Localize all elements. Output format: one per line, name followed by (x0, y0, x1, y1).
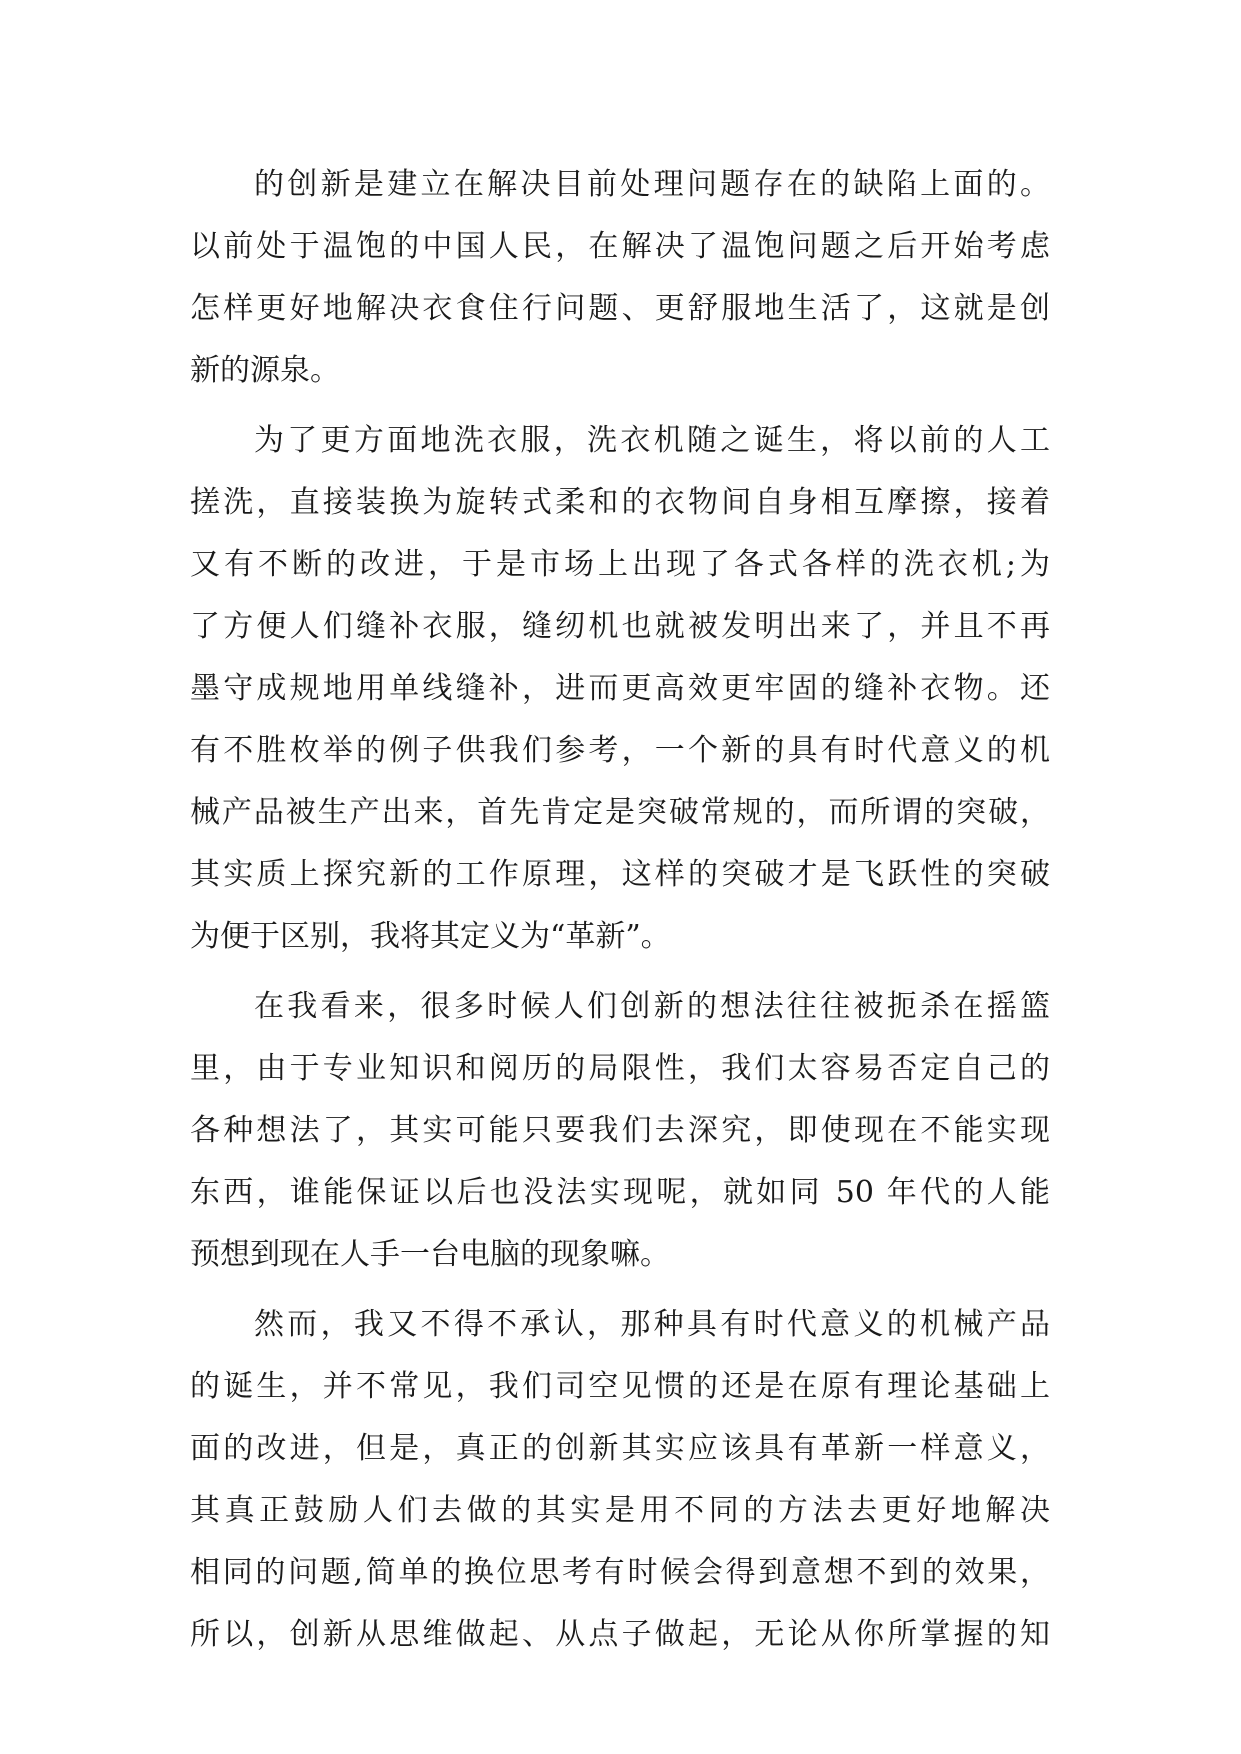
text-line: 预想到现在人手一台电脑的现象嘛。 (190, 1237, 670, 1272)
text-line: 有不胜枚举的例子供我们参考，一个新的具有时代意义的机 (190, 733, 1050, 768)
text-line: 在我看来，很多时候人们创新的想法往往被扼杀在摇篮 (254, 989, 1050, 1024)
text-line: 了方便人们缝补衣服，缝纫机也就被发明出来了，并且不再 (190, 609, 1050, 644)
text-line: 然而，我又不得不承认，那种具有时代意义的机械产品 (254, 1307, 1050, 1342)
text-line: 其真正鼓励人们去做的其实是用不同的方法去更好地解决 (190, 1493, 1050, 1528)
text-line: 所以，创新从思维做起、从点子做起，无论从你所掌握的知 (190, 1617, 1050, 1652)
text-line: 东西，谁能保证以后也没法实现呢，就如同 50 年代的人能 (190, 1175, 1050, 1210)
text-line: 为便于区别，我将其定义为“革新”。 (190, 919, 671, 954)
text-line: 里，由于专业知识和阅历的局限性，我们太容易否定自己的 (190, 1051, 1050, 1086)
text-line: 的创新是建立在解决目前处理问题存在的缺陷上面的。 (254, 167, 1050, 202)
text-line: 各种想法了，其实可能只要我们去深究，即使现在不能实现 (190, 1113, 1050, 1148)
text-line: 新的源泉。 (190, 353, 340, 388)
paragraph-gap (190, 402, 1050, 410)
text-line: 面的改进，但是，真正的创新其实应该具有革新一样意义， (190, 1431, 1050, 1466)
paragraph-gap (190, 1286, 1050, 1294)
text-line: 其实质上探究新的工作原理，这样的突破才是飞跃性的突破 (190, 857, 1050, 892)
text-line: 墨守成规地用单线缝补，进而更高效更牢固的缝补衣物。还 (190, 671, 1050, 706)
text-line: 相同的问题,简单的换位思考有时候会得到意想不到的效果， (190, 1555, 1050, 1590)
text-line: 械产品被生产出来，首先肯定是突破常规的，而所谓的突破， (190, 795, 1050, 830)
text-line: 又有不断的改进，于是市场上出现了各式各样的洗衣机;为 (190, 547, 1050, 582)
text-line: 搓洗，直接装换为旋转式柔和的衣物间自身相互摩擦，接着 (190, 485, 1050, 520)
text-line: 的诞生，并不常见，我们司空见惯的还是在原有理论基础上 (190, 1369, 1050, 1404)
paragraph-gap (190, 968, 1050, 976)
text-line: 以前处于温饱的中国人民，在解决了温饱问题之后开始考虑 (190, 229, 1050, 264)
text-line: 为了更方面地洗衣服，洗衣机随之诞生，将以前的人工 (254, 423, 1050, 458)
text-line: 怎样更好地解决衣食住行问题、更舒服地生活了，这就是创 (190, 291, 1050, 326)
body-text (190, 154, 1050, 1666)
